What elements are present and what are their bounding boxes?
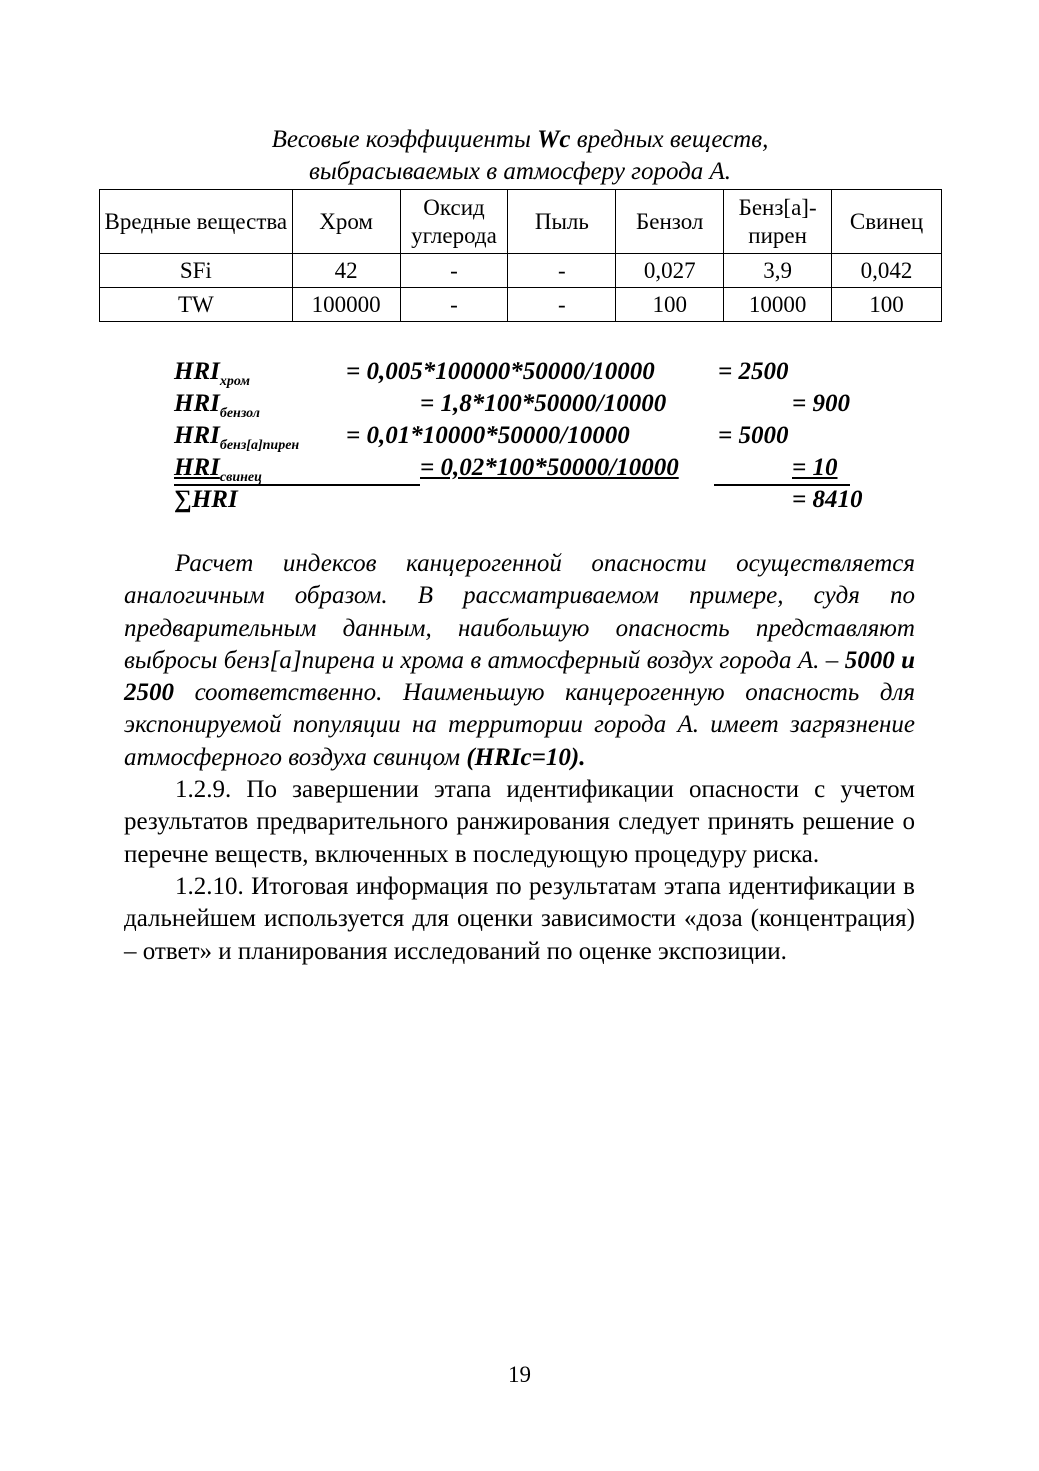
formula-expression: = 0,02*100*50000/10000 (420, 454, 679, 481)
formula-row-sum (174, 486, 894, 518)
page-number: 19 (508, 1362, 531, 1387)
table-cell: 42 (292, 254, 400, 288)
formula-row-benzopyrene (174, 422, 894, 454)
caption-line-2: выбрасываемых в атмосферу города А. (308, 158, 732, 185)
weights-table (99, 189, 942, 322)
body-text (124, 548, 915, 968)
formula-expression: = 0,01*10000*50000/10000 (346, 422, 630, 449)
table-header-row (100, 190, 942, 254)
table-cell: - (508, 254, 616, 288)
formula-expression: = 1,8*100*50000/10000 (420, 390, 667, 417)
hri-formulas (174, 358, 894, 518)
table-caption (100, 124, 940, 188)
formula-name: $HRI_{бензол}$ (174, 390, 260, 421)
table-cell: 10000 (724, 288, 832, 322)
formula-result: = 8410 (792, 486, 863, 513)
table-cell: 0,027 (616, 254, 724, 288)
formula-name: $HRI_{свинец}$ (174, 454, 262, 485)
formula-name: $HRI_{хром}$ (174, 358, 250, 389)
header-cell: Оксид углерода (400, 190, 508, 254)
header-cell: Свинец (832, 190, 942, 254)
formula-result: = 900 (792, 390, 850, 417)
table-cell: 0,042 (832, 254, 942, 288)
table-cell: - (508, 288, 616, 322)
formula-row-benzene (174, 390, 894, 422)
header-cell: Бензол (616, 190, 724, 254)
formula-result: = 2500 (718, 358, 789, 385)
formula-expression: = 0,005*100000*50000/10000 (346, 358, 655, 385)
formula-name: $HRI_{бенз[а]пирен}$ (174, 422, 300, 453)
header-cell: Пыль (508, 190, 616, 254)
table-cell: TW (100, 288, 293, 322)
table-cell: SFi (100, 254, 293, 288)
header-cell: Бенз[а]-пирен (724, 190, 832, 254)
table-cell: 100 (832, 288, 942, 322)
paragraph-1-2-9: 1.2.9. По завершении этапа идентификации опасности с учетом результатов предварительного ранжирования следует принять решение о перечне веществ, включенных в последующую процедуру риска. (124, 776, 915, 868)
table-row (100, 254, 942, 288)
formula-row-chrome (174, 358, 894, 390)
formula-result: = 10 (792, 454, 838, 481)
formula-result: = 5000 (718, 422, 789, 449)
wc-symbol: Wc (537, 126, 571, 153)
header-cell: Вредные вещества (100, 190, 293, 254)
formula-row-lead (174, 454, 894, 486)
header-cell: Хром (292, 190, 400, 254)
table-row (100, 288, 942, 322)
table-cell: 3,9 (724, 254, 832, 288)
formula-name: ∑HRI (174, 486, 238, 513)
table-cell: - (400, 254, 508, 288)
caption-line-1: Весовые коэффициенты Wc вредных веществ, (271, 126, 769, 153)
paragraph-carcinogenic: Расчет индексов канцерогенной опасности осуществляется аналогичным образом. В рассматриваемом примере, судя по предварительным данным, наибольшую опасность представляют выбросы бенз[а]пирена и хрома в атмосферный воздух города А. – 5000 и 2500 соответственно. Наименьшую канцерогенную опасность для экспонируемой популяции на территории города А. имеет загрязнение атмосферного воздуха свинцом (HRIc=10). (124, 550, 915, 771)
table-cell: - (400, 288, 508, 322)
table-cell: 100000 (292, 288, 400, 322)
table-cell: 100 (616, 288, 724, 322)
paragraph-1-2-10: 1.2.10. Итоговая информация по результатам этапа идентификации в дальнейшем используется для оценки зависимости «доза (концентрация) – ответ» и планирования исследований по оценке экспозиции. (124, 872, 915, 965)
